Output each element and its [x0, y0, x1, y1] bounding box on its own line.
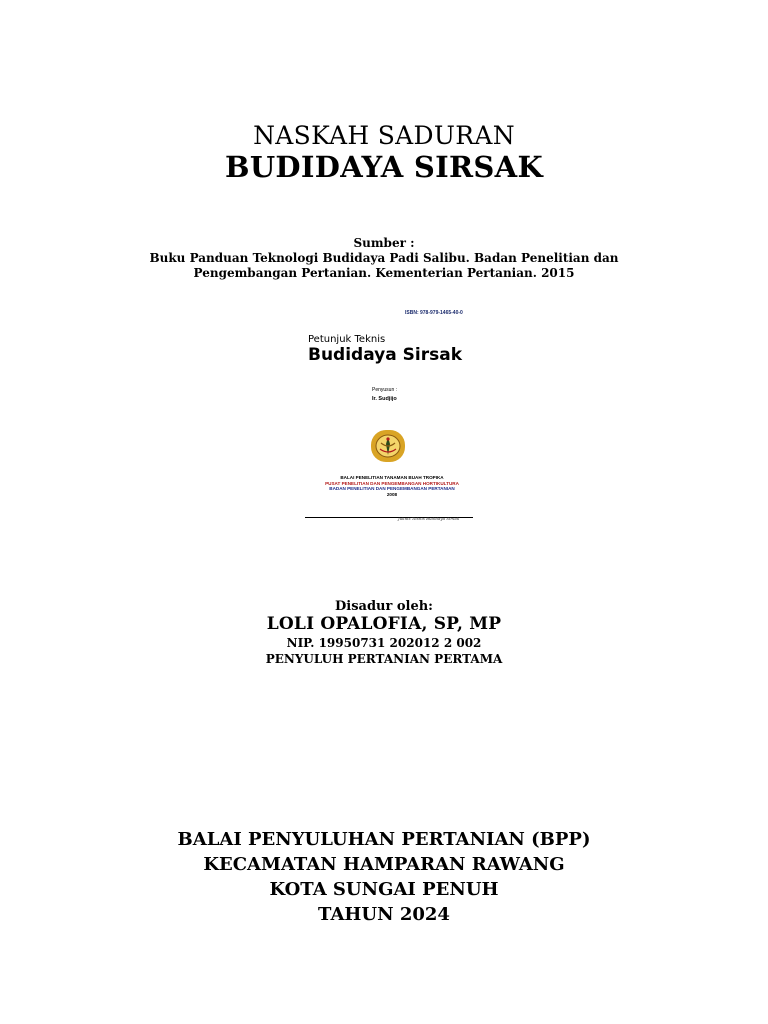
- document-title-line1: NASKAH SADURAN: [253, 121, 515, 150]
- adapter-label: Disadur oleh:: [334, 599, 433, 614]
- adapter-role: PENYULUH PERTANIAN PERTAMA: [265, 652, 503, 666]
- publisher-line: KECAMATAN HAMPARAN RAWANG: [203, 854, 565, 875]
- cover-image: [300, 302, 484, 524]
- source-line: Buku Panduan Teknologi Budidaya Padi Salibu. Badan Penelitian dan: [149, 251, 619, 265]
- cover-year: 2008: [386, 491, 398, 497]
- cover-institution: [300, 475, 484, 497]
- cover-author-label: Penyusun :: [372, 387, 398, 393]
- adapter-nip: NIP. 19950731 202012 2 002: [286, 636, 482, 650]
- source-label: Sumber :: [353, 236, 415, 250]
- publisher-line: BALAI PENYULUHAN PERTANIAN (BPP): [177, 829, 591, 850]
- adapter-name: LOLI OPALOFIA, SP, MP: [266, 614, 502, 634]
- publisher-line: KOTA SUNGAI PENUH: [269, 879, 499, 900]
- cover-title: Budidaya Sirsak: [308, 345, 462, 365]
- cover-subtitle: Petunjuk Teknis: [308, 334, 386, 345]
- cover-isbn: ISBN: 978-979-1465-40-0: [405, 310, 463, 316]
- cover-footer-note: Juknis Teknis Budidaya Sirsak: [398, 516, 460, 521]
- cover-institution-line: PUSAT PENELITIAN DAN PENGEMBANGAN HORTIKULTURA: [325, 480, 459, 486]
- source-line: Pengembangan Pertanian. Kementerian Pertanian. 2015: [193, 266, 575, 280]
- publication-year: TAHUN 2024: [318, 904, 450, 925]
- cover-institution-line: BALAI PENELITIAN TANAMAN BUAH TROPIKA: [340, 475, 444, 480]
- source-text: [0, 251, 768, 281]
- ministry-emblem-icon: [370, 429, 406, 463]
- cover-author: Ir. Sudjijo: [372, 396, 397, 402]
- publisher-block: [0, 827, 768, 927]
- document-title-line2: BUDIDAYA SIRSAK: [225, 150, 543, 184]
- cover-institution-line: BADAN PENELITIAN DAN PENGEMBANGAN PERTANIAN: [329, 486, 455, 492]
